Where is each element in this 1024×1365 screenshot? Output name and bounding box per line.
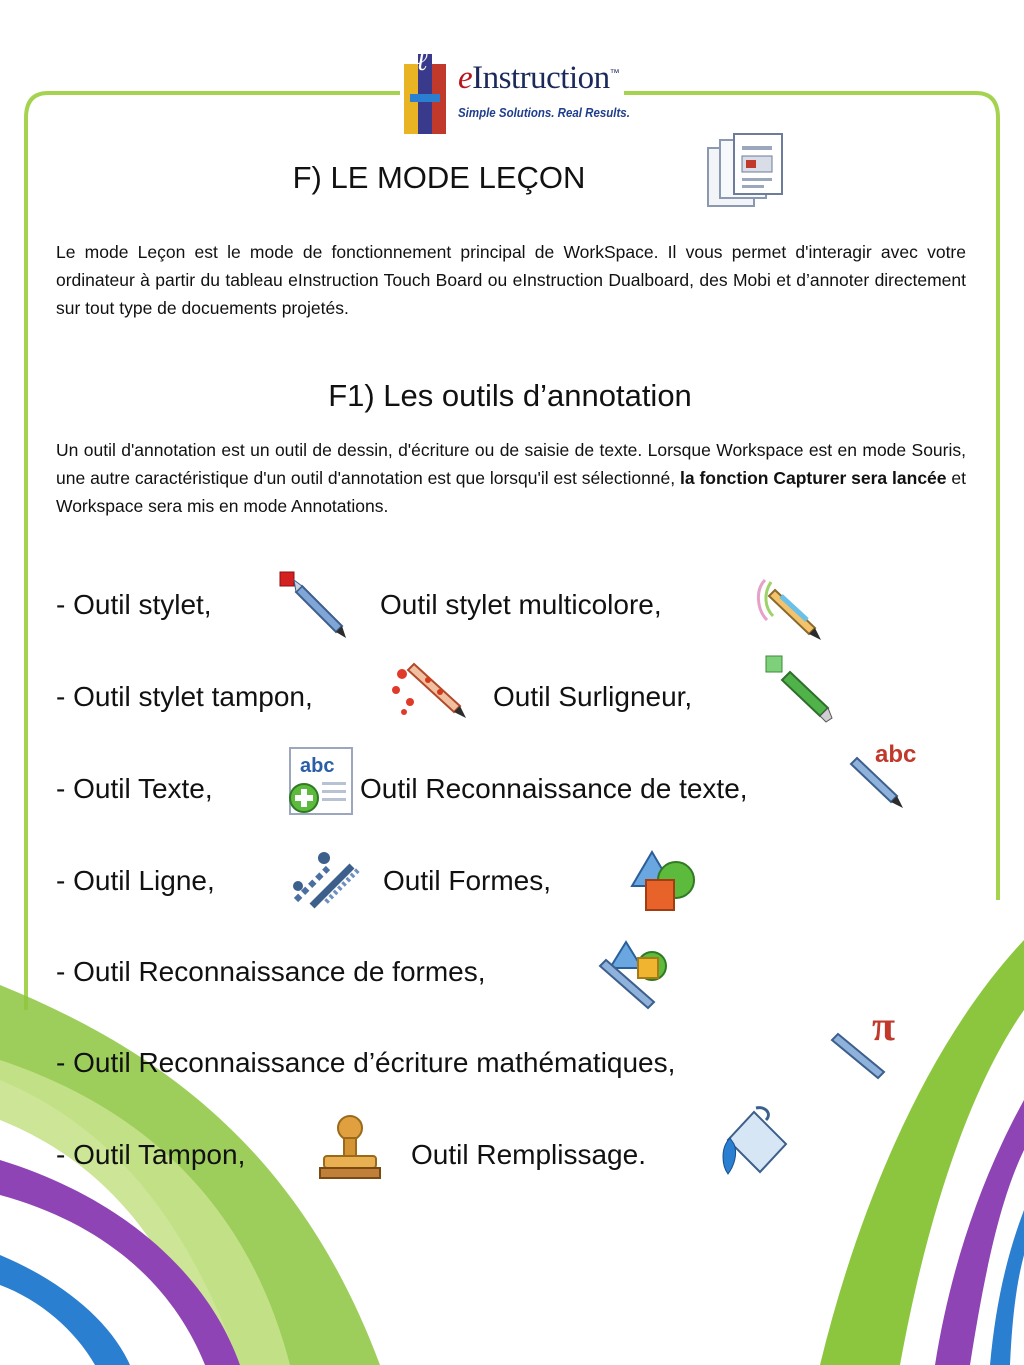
tool-stylet-tampon-label: - Outil stylet tampon, <box>56 681 313 712</box>
tool-ligne-label: - Outil Ligne, <box>56 865 215 896</box>
logo-e: e <box>458 60 473 96</box>
svg-text:π: π <box>872 1004 896 1050</box>
tool-reconnaissance-formes-label: - Outil Reconnaissance de formes, <box>56 956 486 987</box>
logo-wordmark <box>458 60 619 97</box>
shape-recognition-icon <box>596 936 686 1012</box>
tool-remplissage-label: Outil Remplissage. <box>411 1139 646 1170</box>
annotation-paragraph <box>56 436 966 520</box>
lesson-mode-icon <box>704 132 788 222</box>
svg-text:abc: abc <box>300 755 335 777</box>
einstruction-logo <box>402 44 630 144</box>
annotation-text-end: et Workspace sera mis en mode Annotations. <box>56 468 966 516</box>
tool-stylet-multicolore-label: Outil stylet multicolore, <box>380 589 662 620</box>
shapes-icon <box>624 846 714 922</box>
page-title: F) LE MODE LEÇON <box>292 160 586 195</box>
annotation-text-bold: la fonction Capturer sera lancée <box>680 468 947 488</box>
pen-icon <box>272 566 362 642</box>
intro-paragraph: Le mode Leçon est le mode de fonctionnement principal de WorkSpace. Il vous permet d'interagir avec votre ordinateur à partir du tableau eInstruction Touch Board ou eInstruction Dualboard, des Mobi et d’annoter directement sur tout type de docuements projetés. <box>56 242 966 318</box>
tool-formes-label: Outil Formes, <box>383 865 552 896</box>
tool-surligneur-label: Outil Surligneur, <box>493 681 693 712</box>
tool-texte-label: - Outil Texte, <box>56 773 213 804</box>
fill-bucket-icon <box>716 1104 806 1180</box>
multicolor-pen-icon <box>745 570 835 646</box>
logo-tagline: Simple Solutions. Real Results. <box>458 106 630 120</box>
logo-mark-icon <box>402 44 454 144</box>
svg-text:ℓ: ℓ <box>416 46 428 77</box>
line-tool-icon <box>282 840 372 916</box>
math-recognition-icon <box>828 1004 918 1080</box>
logo-trademark: ™ <box>609 68 620 79</box>
stamp-pen-icon <box>384 650 474 726</box>
tool-stylet-label: - Outil stylet, <box>56 589 212 620</box>
tool-reconnaissance-texte-label: Outil Reconnaissance de texte, <box>360 773 748 804</box>
text-tool-icon <box>282 744 372 820</box>
tool-reconnaissance-math-label: - Outil Reconnaissance d’écriture mathématiques, <box>56 1047 676 1078</box>
highlighter-icon <box>760 652 850 728</box>
stamp-icon <box>306 1110 396 1186</box>
logo-name: Instruction <box>472 60 610 96</box>
section-title: F1) Les outils d’annotation <box>328 378 692 413</box>
text-recognition-icon <box>845 734 935 810</box>
svg-text:abc: abc <box>875 741 917 768</box>
annotation-text-start: Un outil d'annotation est un outil de dessin, d'écriture ou de saisie de texte. Lorsque Workspace est en mode Souris, une autre caractéristique d'un outil d'annotation est que lorsqu'il est sélectionné, <box>56 440 966 488</box>
tool-tampon-label: - Outil Tampon, <box>56 1139 246 1170</box>
swoosh-blue <box>0 1255 130 1365</box>
